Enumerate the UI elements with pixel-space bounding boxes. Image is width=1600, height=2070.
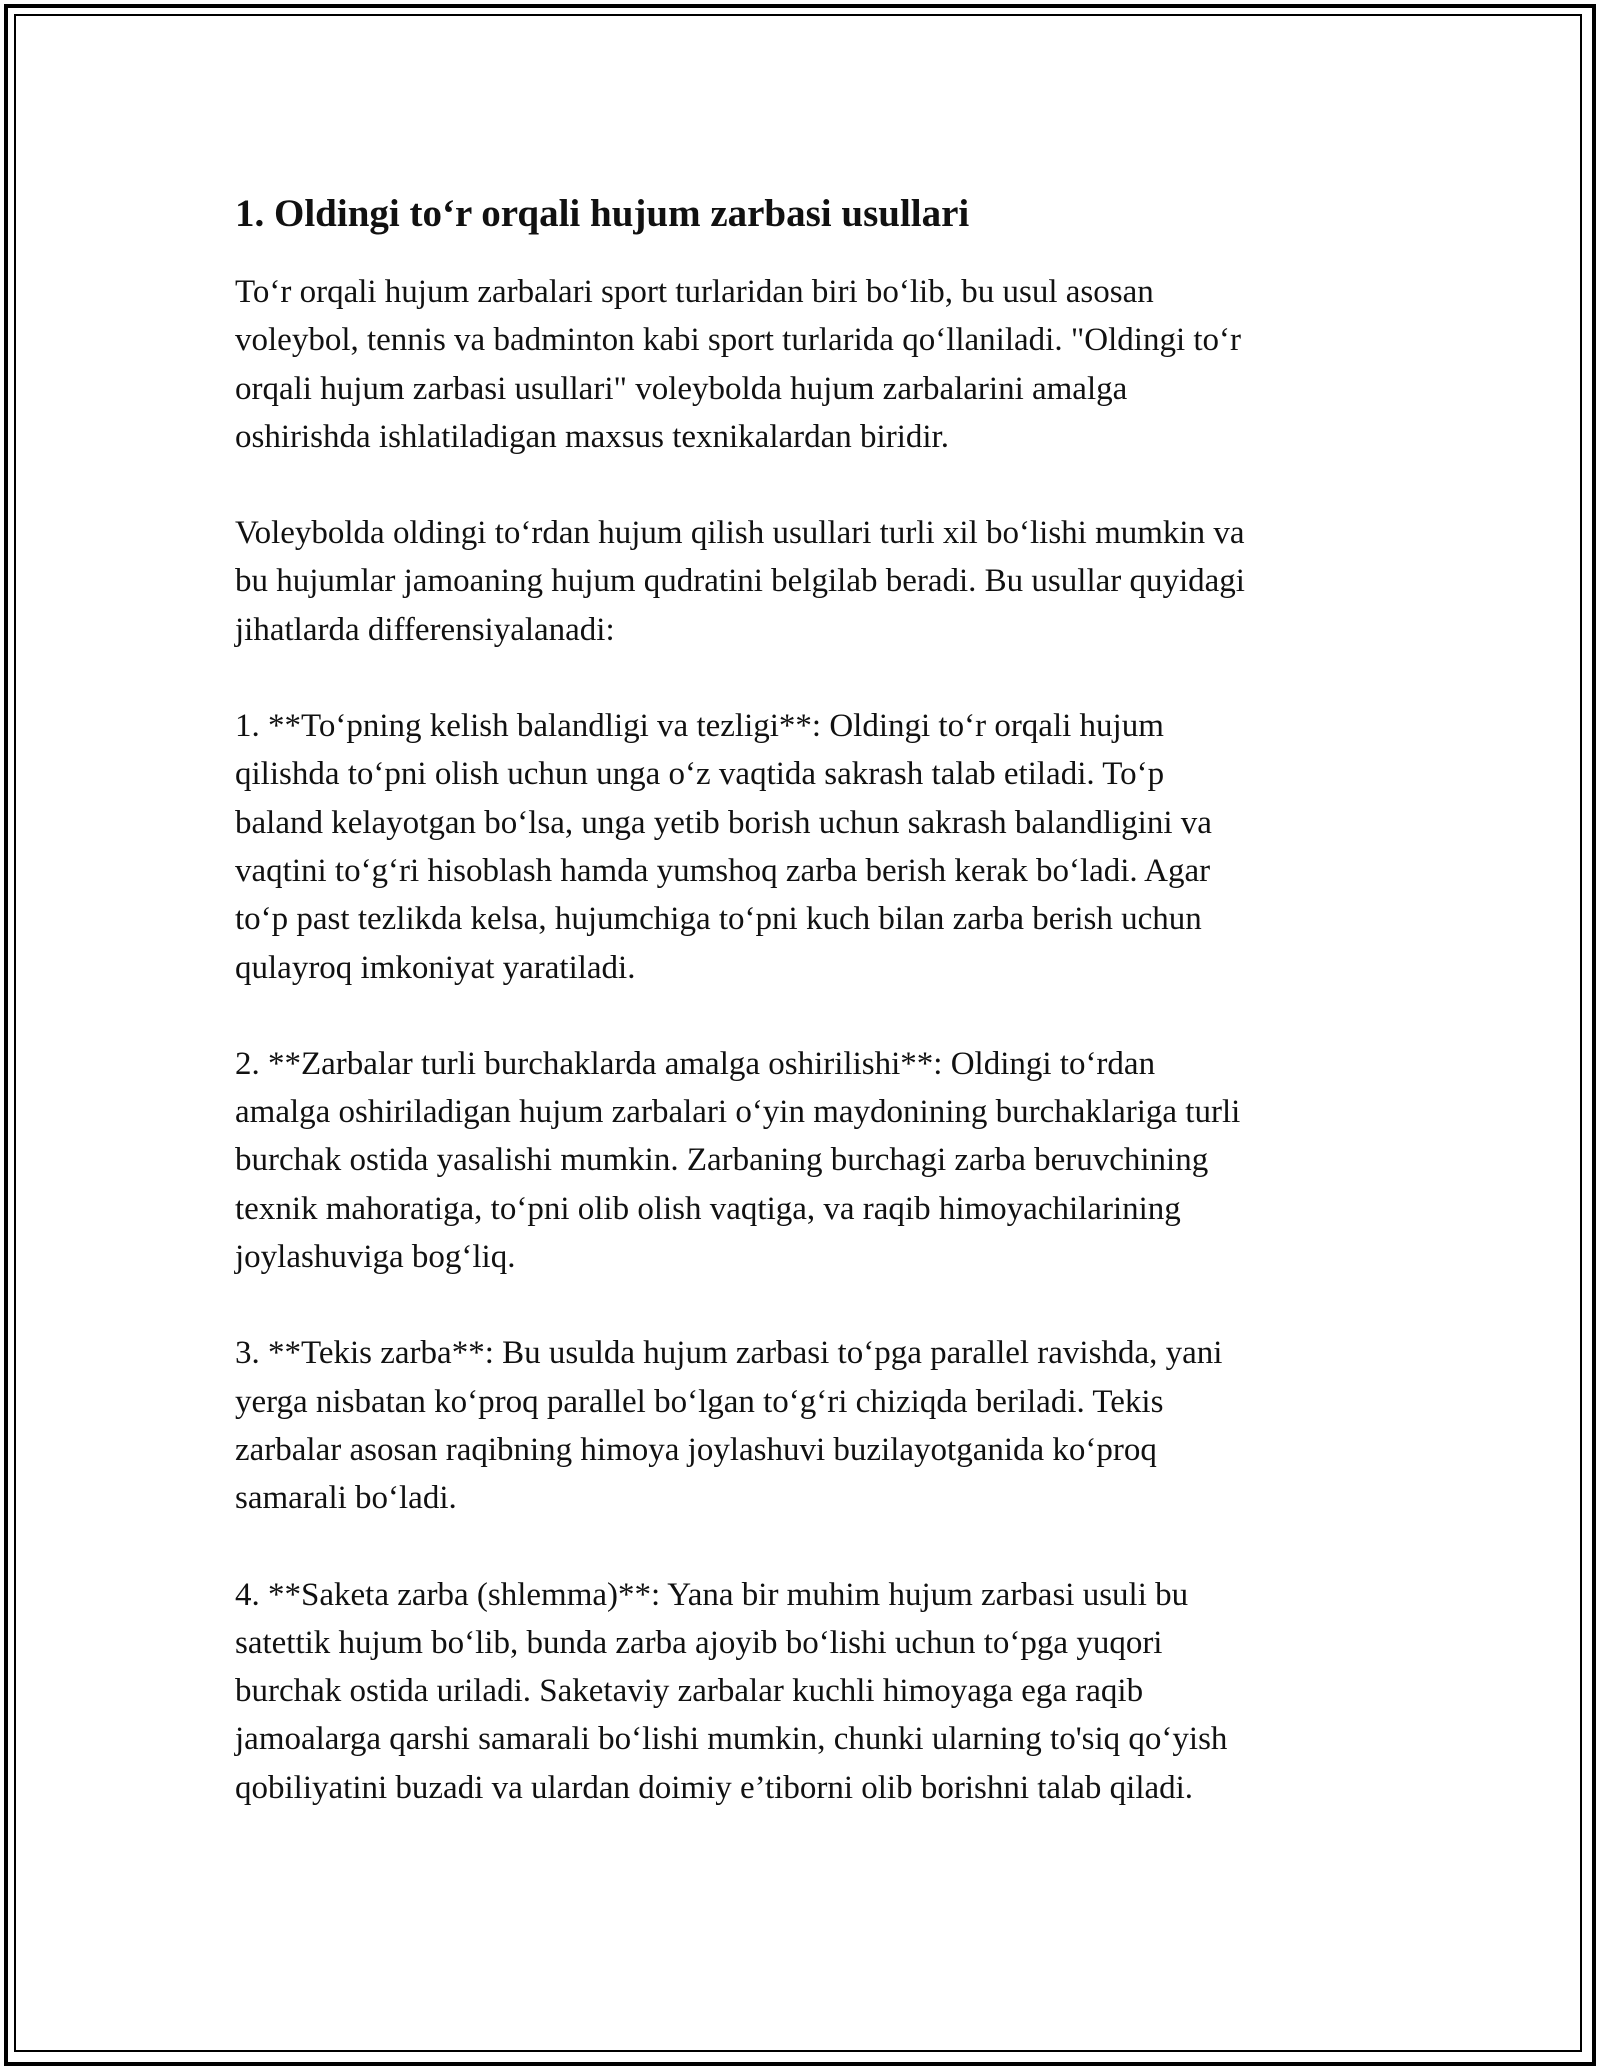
list-item-ball-height-speed: 1. **To‘pning kelish balandligi va tezligi**: Oldingi to‘r orqali hujum qilishda to‘pni olish uchun unga o‘z vaqtida sakrash talab etiladi. To‘p baland kelayotgan bo‘lsa, unga yetib borish uchun sakrash balandligini va vaqtini to‘g‘ri hisoblash hamda yumshoq zarba berish kerak bo‘ladi. Agar to‘p past tezlikda kelsa, hujumchiga to‘pni kuch bilan zarba berish uchun qulayroq imkoniyat yaratiladi. bbox=[235, 708, 1212, 986]
page-title: 1. Oldingi to‘r orqali hujum zarbasi usullari bbox=[235, 192, 970, 235]
methods-intro-paragraph: Voleybolda oldingi to‘rdan hujum qilish usullari turli xil bo‘lishi mumkin va bu hujumlar jamoaning hujum qudratini belgilab beradi. Bu usullar quyidagi jihatlarda differensiyalanadi: bbox=[235, 515, 1245, 648]
list-item-saketa-strike: 4. **Saketa zarba (shlemma)**: Yana bir muhim hujum zarbasi usuli bu satettik hujum bo‘lib, bunda zarba ajoyib bo‘lishi uchun to‘pga yuqori burchak ostida uriladi. Saketaviy zarbalar kuchli himoyaga ega raqib jamoalarga qarshi samarali bo‘lishi mumkin, chunki ularning to'siq qo‘yish qobiliyatini buzadi va ulardan doimiy e’tiborni olib borishni talab qiladi. bbox=[235, 1576, 1228, 1806]
list-item-angle-strikes: 2. **Zarbalar turli burchaklarda amalga oshirilishi**: Oldingi to‘rdan amalga oshiriladigan hujum zarbalari o‘yin maydonining burchaklariga turli burchak ostida yasalishi mumkin. Zarbaning burchagi zarba beruvchining texnik mahoratiga, to‘pni olib olish vaqtiga, va raqib himoyachilarining joylashuviga bog‘liq. bbox=[235, 1045, 1241, 1276]
document-body bbox=[235, 186, 1385, 1860]
intro-paragraph: To‘r orqali hujum zarbalari sport turlaridan biri bo‘lib, bu usul asosan voleybol, tennis va badminton kabi sport turlarida qo‘llaniladi. "Oldingi to‘r orqali hujum zarbasi usullari" voleybolda hujum zarbalarini amalga oshirishda ishlatiladigan maxsus texnikalardan biridir. bbox=[235, 274, 1242, 455]
list-item-flat-strike: 3. **Tekis zarba**: Bu usulda hujum zarbasi to‘pga parallel ravishda, yani yerga nisbatan ko‘proq parallel bo‘lgan to‘g‘ri chiziqda beriladi. Tekis zarbalar asosan raqibning himoya joylashuvi buzilayotganida ko‘proq samarali bo‘ladi. bbox=[235, 1335, 1223, 1517]
